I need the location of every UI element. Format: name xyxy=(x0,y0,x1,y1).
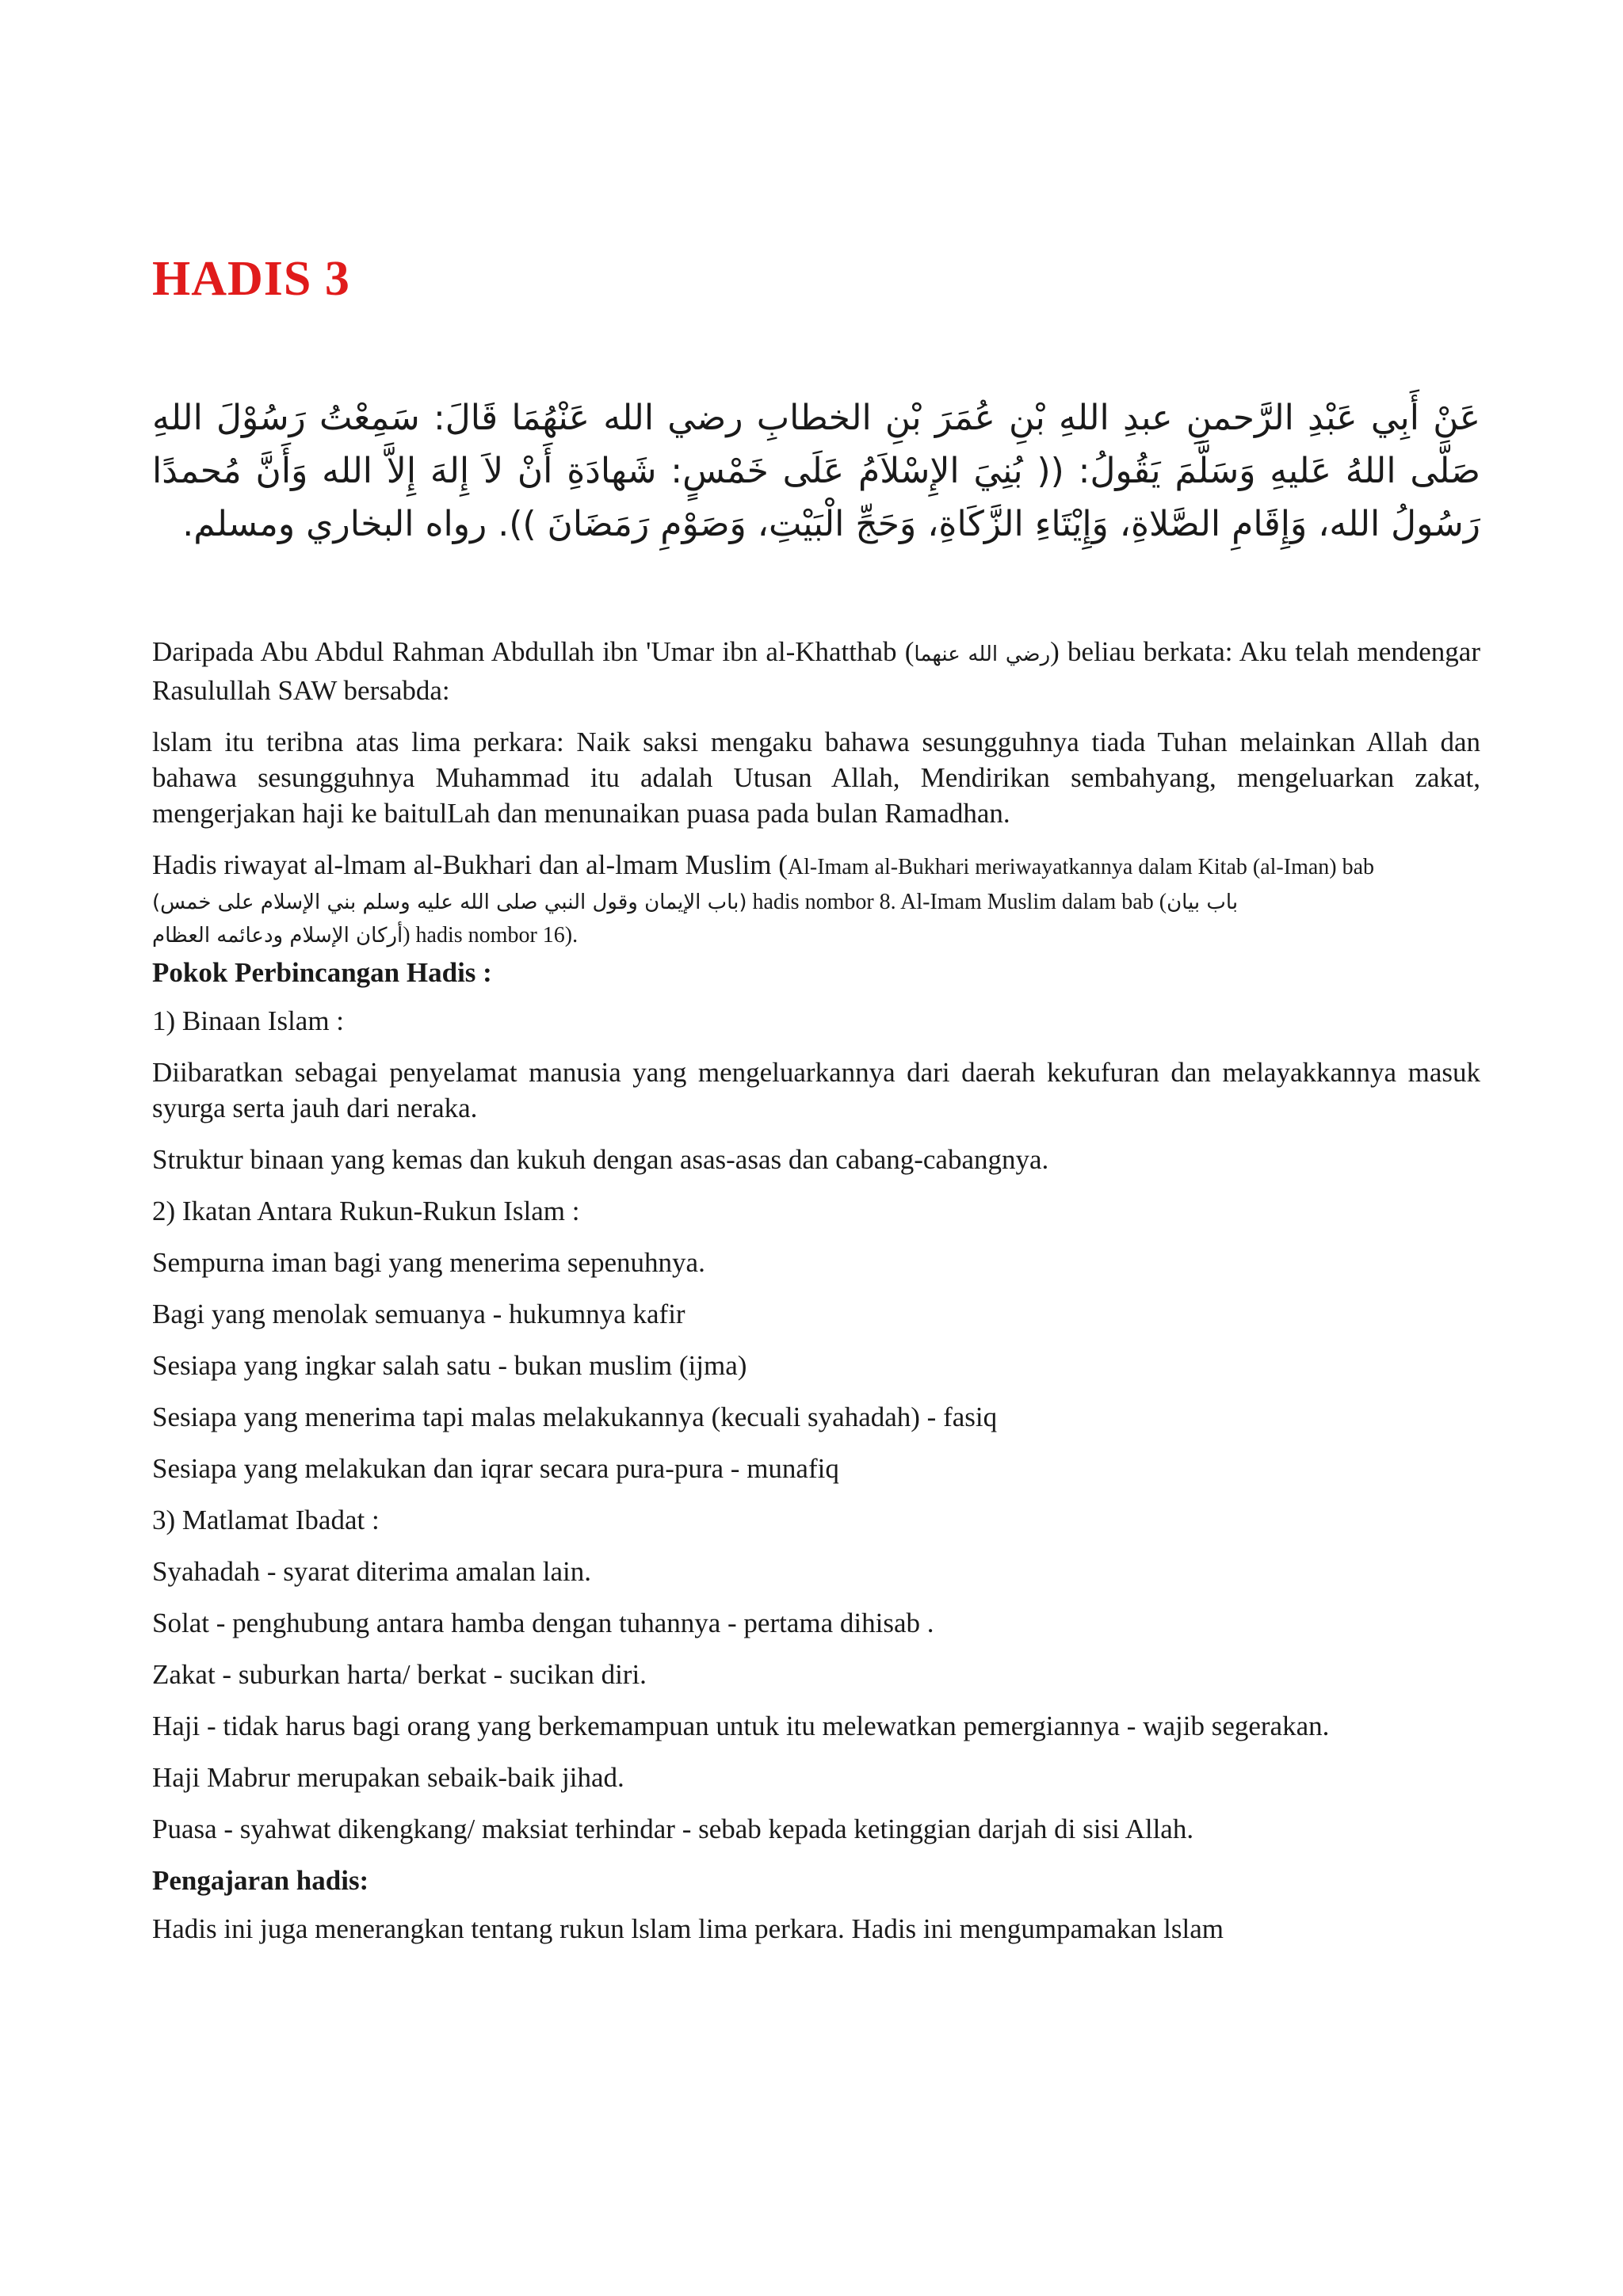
discussion-sections xyxy=(152,955,1480,1947)
reference-bukhari-chapter: (باب الإيمان وقول النبي صلى الله عليه وسلم بني الإسلام على خمس) xyxy=(152,891,747,914)
body-paragraph: 2) Ikatan Antara Rukun-Rukun Islam : xyxy=(152,1196,580,1226)
body-paragraph: Hadis ini juga menerangkan tentang rukun lslam lima perkara. Hadis ini mengumpamakan lslam xyxy=(152,1913,1224,1944)
section-heading: Pokok Perbincangan Hadis : xyxy=(152,957,492,988)
body-paragraph: Haji Mabrur merupakan sebaik-baik jihad. xyxy=(152,1762,624,1793)
reference-line-2 xyxy=(152,920,1480,952)
body-paragraph: Sesiapa yang ingkar salah satu - bukan muslim (ijma) xyxy=(152,1350,747,1381)
narration-note xyxy=(152,847,1480,885)
reference-line-1-text: hadis nombor 8. Al-Imam Muslim dalam bab ( xyxy=(747,890,1167,914)
body-paragraph: Sesiapa yang menerima tapi malas melakukannya (kecuali syahadah) - fasiq xyxy=(152,1402,998,1432)
translation-intro-post: ) beliau berkata: Aku telah mendengar Rasulullah SAW bersabda: xyxy=(152,636,1480,706)
translation-hadith: lslam itu teribna atas lima perkara: Naik saksi mengaku bahawa sesungguhnya tiada Tuhan melainkan Allah dan bahawa sesungguhnya Muhammad itu adalah Utusan Allah, Mendirikan sembahyang, mengeluarkan zakat, mengerjakan haji ke baitulLah dan menunaikan puasa pada bulan Ramadhan. xyxy=(152,727,1480,829)
page-title: HADIS 3 xyxy=(152,252,350,306)
translation-intro-arabic: رضي الله عنهما xyxy=(914,643,1051,666)
body-paragraph: 3) Matlamat Ibadat : xyxy=(152,1505,380,1535)
body-paragraph: Struktur binaan yang kemas dan kukuh dengan asas-asas dan cabang-cabangnya. xyxy=(152,1144,1049,1175)
reference-line-2-text: ) hadis nombor 16). xyxy=(403,923,579,948)
narration-note-main: Hadis riwayat al-lmam al-Bukhari dan al-lmam Muslim ( xyxy=(152,849,788,880)
body-paragraph: Sempurna iman bagi yang menerima sepenuhnya. xyxy=(152,1247,705,1278)
translation-intro xyxy=(152,634,1480,708)
body-paragraph: Solat - penghubung antara hamba dengan tuhannya - pertama dihisab . xyxy=(152,1608,934,1638)
body-paragraph: Sesiapa yang melakukan dan iqrar secara pura-pura - munafiq xyxy=(152,1453,839,1484)
body-paragraph: Bagi yang menolak semuanya - hukumnya kafir xyxy=(152,1299,685,1329)
body-paragraph: Diibaratkan sebagai penyelamat manusia yang mengeluarkannya dari daerah kekufuran dan melayakkannya masuk syurga serta jauh dari neraka. xyxy=(152,1057,1480,1123)
body-paragraph: Haji - tidak harus bagi orang yang berkemampuan untuk itu melewatkan pemergiannya - wajib segerakan. xyxy=(152,1711,1330,1741)
narration-note-small: Al-Imam al-Bukhari meriwayatkannya dalam Kitab (al-Iman) bab xyxy=(787,855,1375,879)
section-heading: Pengajaran hadis: xyxy=(152,1865,369,1896)
body-paragraph: Puasa - syahwat dikengkang/ maksiat terhindar - sebab kepada ketinggian darjah di sisi Allah. xyxy=(152,1814,1194,1844)
reference-muslim-chapter-start: باب بيان xyxy=(1167,891,1239,914)
arabic-hadith-text: عَنْ أَبِي عَبْدِ الرَّحمنِ عبدِ اللهِ بْنِ عُمَرَ بْنِ الخطابِ رضي الله عَنْهُمَا قَالَ: سَمِعْتُ رَسُوْلَ اللهِ صَلَّى اللهُ عَليهِ وَسَلَّمَ يَقُولُ: (( بُنِيَ الإِسْلاَمُ عَلَى خَمْسٍ: شَهادَةِ أَنْ لاَ إِلهَ إِلاَّ الله وَأَنَّ مُحمدًا رَسُولُ الله، وَإِقَامِ الصَّلاةِ، وَإِيْتَاءِ الزَّكَاةِ، وَحَجِّ الْبَيْتِ، وَصَوْمِ رَمَضَانَ )). رواه البخاري ومسلم. xyxy=(152,398,1480,544)
reference-line-1 xyxy=(152,887,1480,918)
body-paragraph: Syahadah - syarat diterima amalan lain. xyxy=(152,1556,591,1587)
body-paragraph: Zakat - suburkan harta/ berkat - sucikan diri. xyxy=(152,1659,647,1690)
translation-intro-pre: Daripada Abu Abdul Rahman Abdullah ibn 'Umar ibn al-Khatthab ( xyxy=(152,636,915,667)
body-paragraph: 1) Binaan Islam : xyxy=(152,1005,345,1036)
reference-muslim-chapter-end: أركان الإسلام ودعائمه العظام xyxy=(152,924,403,948)
document-body xyxy=(152,634,1480,1962)
